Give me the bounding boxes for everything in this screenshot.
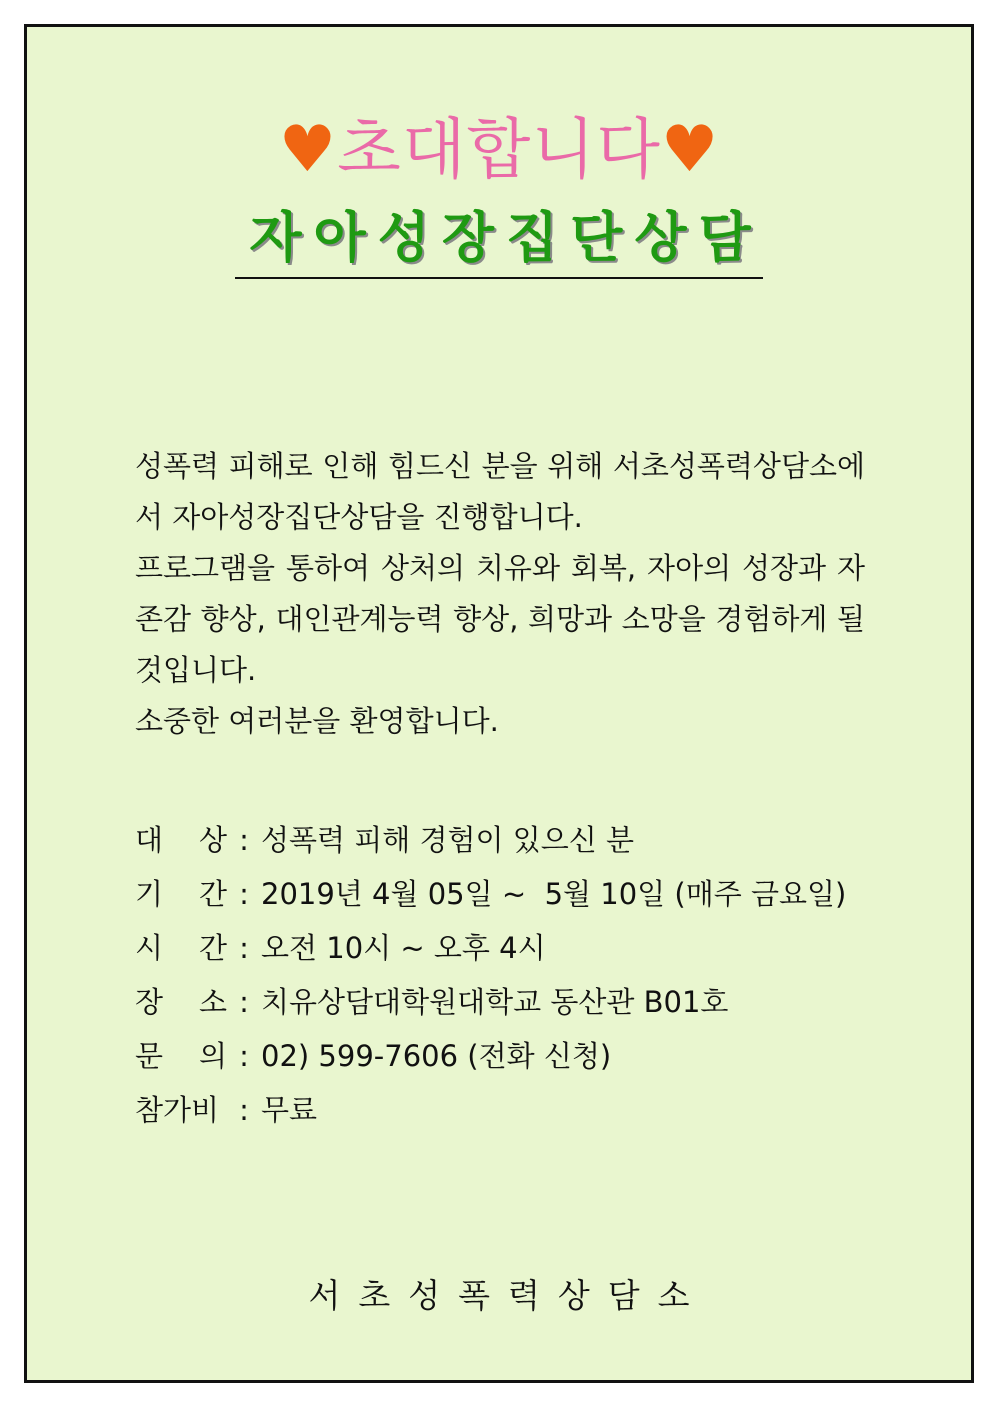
detail-colon: : [239, 931, 249, 965]
detail-value: 성폭력 피해 경험이 있으신 분 [261, 823, 635, 857]
heart-icon: ♥ [278, 113, 338, 187]
detail-label: 장 소 [135, 985, 227, 1019]
detail-colon: : [239, 1039, 249, 1073]
detail-label: 기 간 [135, 877, 227, 911]
detail-label: 문 의 [135, 1039, 227, 1073]
intro-paragraph: 성폭력 피해로 인해 힘드신 분을 위해 서초성폭력상담소에서 자아성장집단상담을 진행합니다. [135, 449, 865, 534]
detail-label: 시 간 [135, 931, 227, 965]
intro-paragraph: 소중한 여러분을 환영합니다. [135, 704, 499, 738]
intro-paragraph: 프로그램을 통하여 상처의 치유와 회복, 자아의 성장과 자존감 향상, 대인관계능력 향상, 희망과 소망을 경험하게 될 것입니다. [135, 551, 865, 687]
detail-colon: : [239, 877, 249, 911]
detail-colon: : [239, 985, 249, 1019]
detail-value: 2019년 4월 05일 ~ 5월 10일 (매주 금요일) [261, 877, 847, 911]
heading-text: 초대합니다 [337, 111, 661, 188]
detail-row-period [135, 867, 895, 921]
detail-row-location [135, 975, 895, 1029]
detail-row-time [135, 921, 895, 975]
detail-value: 무료 [261, 1093, 318, 1127]
program-details [135, 813, 895, 1137]
detail-value: 02) 599-7606 (전화 신청) [261, 1039, 612, 1073]
program-title [27, 203, 971, 279]
invitation-heading [27, 105, 971, 195]
detail-label: 대 상 [135, 823, 227, 857]
detail-label: 참가비 [135, 1093, 220, 1127]
detail-row-contact [135, 1029, 895, 1083]
intro-text [135, 441, 865, 747]
detail-row-target [135, 813, 895, 867]
detail-colon: : [239, 823, 249, 857]
program-title-text: 자아성장집단상담 [235, 203, 762, 279]
invitation-frame [24, 24, 974, 1383]
heart-icon: ♥ [660, 113, 720, 187]
detail-value: 치유상담대학원대학교 동산관 B01호 [261, 985, 729, 1019]
organization-name: 서초성폭력상담소 [308, 1276, 708, 1315]
detail-colon: : [239, 1093, 249, 1127]
detail-value: 오전 10시 ~ 오후 4시 [261, 931, 546, 965]
detail-row-fee [135, 1083, 895, 1137]
